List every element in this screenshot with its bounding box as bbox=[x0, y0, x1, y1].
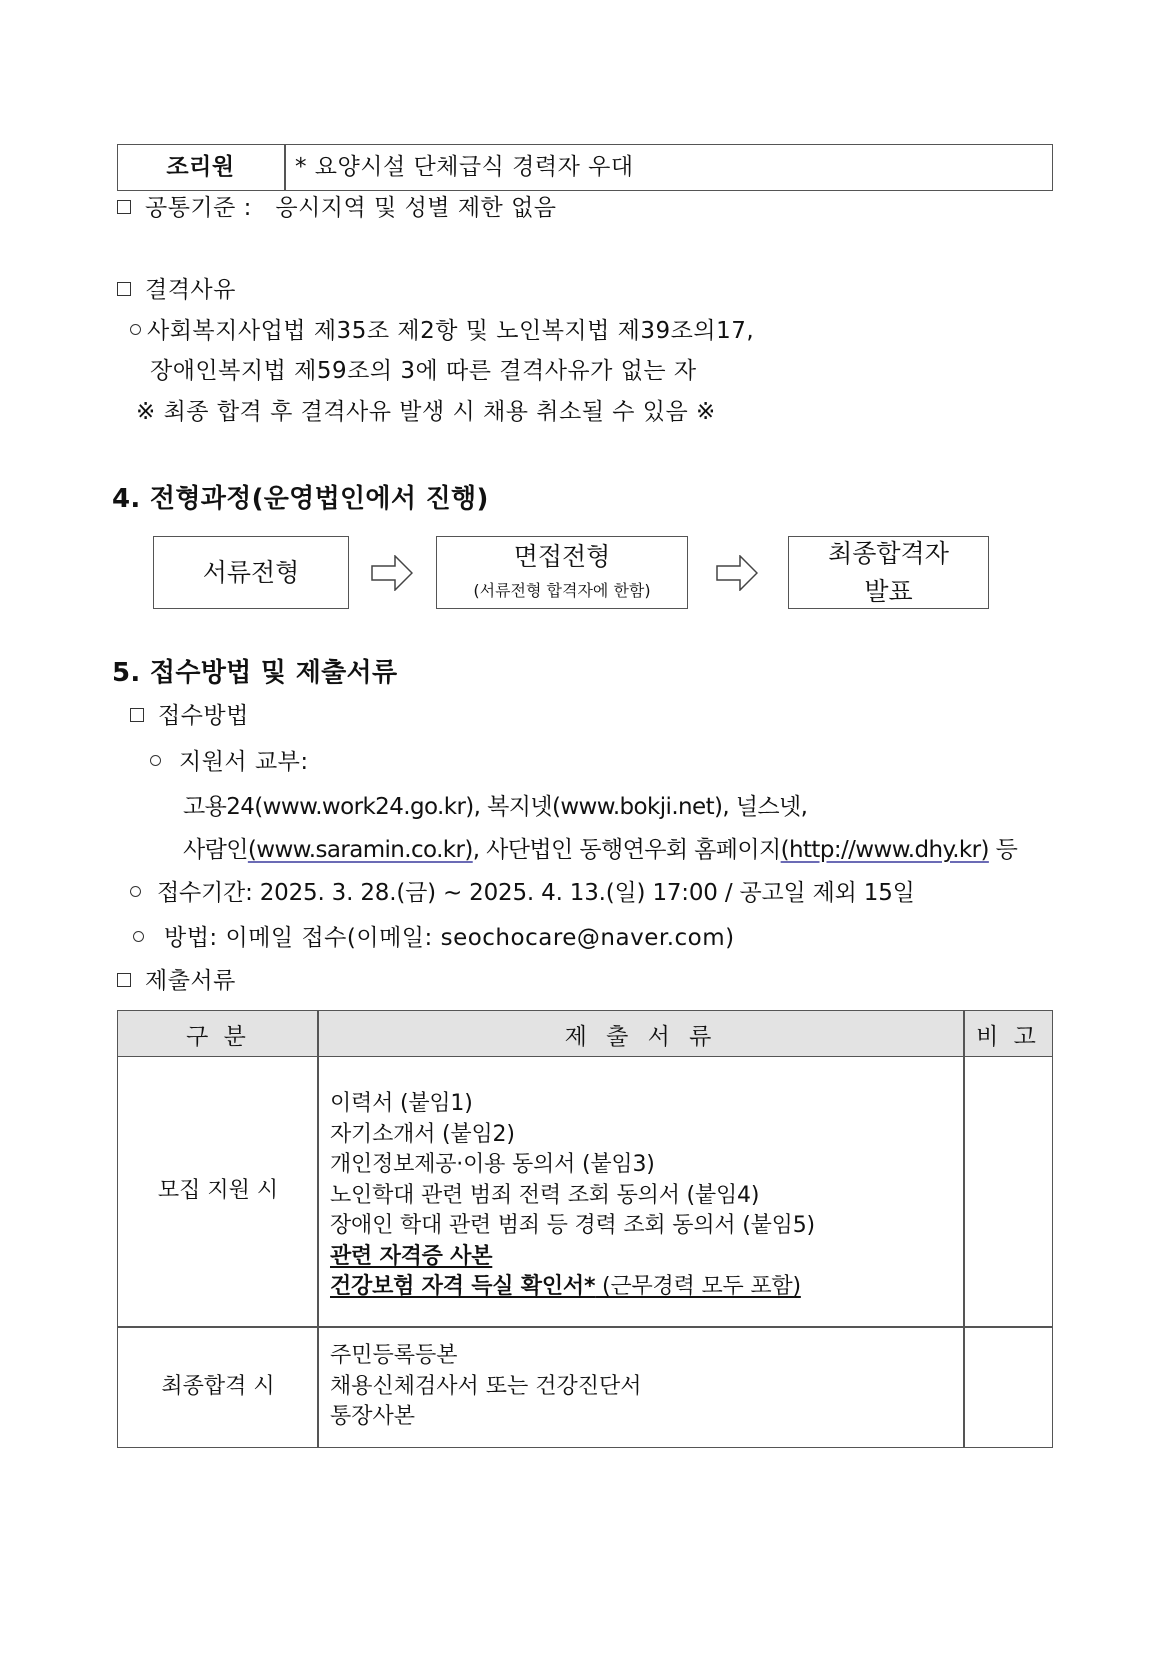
disqualification-line1 bbox=[130, 316, 754, 346]
section4-heading: 4. 전형과정(운영법인에서 진행) bbox=[112, 484, 489, 514]
step-title: 서류전형 bbox=[202, 558, 300, 587]
doc-item: 채용신체검사서 또는 건강진단서 bbox=[330, 1373, 642, 1399]
disqualification-note: ※ 최종 합격 후 결격사유 발생 시 채용 취소될 수 있음 ※ bbox=[136, 399, 716, 425]
circle-bullet-icon bbox=[133, 931, 144, 942]
header-category: 구 분 bbox=[186, 1024, 250, 1050]
row-divider bbox=[118, 1326, 1052, 1328]
common-criteria-value: 응시지역 및 성별 제한 없음 bbox=[275, 195, 557, 221]
step-document-screening bbox=[153, 536, 349, 609]
docs-title-text: 제출서류 bbox=[145, 968, 236, 994]
step-title: 면접전형 bbox=[513, 542, 611, 571]
disqualification-title-text: 결격사유 bbox=[145, 277, 236, 303]
application-period-text: 접수기간: 2025. 3. 28.(금) ~ 2025. 4. 13.(일) 17:00 / 공고일 제외 15일 bbox=[157, 880, 915, 906]
doc-item: 이력서 (붙임1) bbox=[330, 1091, 473, 1116]
col-divider bbox=[963, 1011, 965, 1447]
doc-item: 장애인 학대 관련 범죄 등 경력 조회 동의서 (붙임5) bbox=[330, 1213, 815, 1238]
checkbox-bullet-icon bbox=[130, 708, 144, 722]
doc-item: 노인학대 관련 범죄 전력 조회 동의서 (붙임4) bbox=[330, 1182, 760, 1208]
application-period bbox=[130, 878, 915, 908]
arrow-right-icon bbox=[371, 555, 413, 591]
row-documents bbox=[330, 1341, 642, 1433]
application-method-text: 방법: 이메일 접수(이메일: seochocare@naver.com) bbox=[164, 925, 735, 951]
saramin-label: 사람인 bbox=[183, 837, 248, 863]
disqualification-line1-text: 사회복지사업법 제35조 제2항 및 노인복지법 제39조의17, bbox=[147, 318, 755, 344]
doc-item-emphasis: 관련 자격증 사본 bbox=[330, 1243, 493, 1269]
row-category: 최종합격 시 bbox=[161, 1374, 275, 1399]
method-title bbox=[130, 701, 249, 731]
arrow-right-icon bbox=[716, 555, 758, 591]
doc-item: 개인정보제공·이용 동의서 (붙임3) bbox=[330, 1152, 655, 1177]
step-final-announcement bbox=[788, 536, 989, 609]
doc-item: 자기소개서 (붙임2) bbox=[330, 1121, 515, 1147]
header-documents: 제 출 서 류 bbox=[564, 1024, 718, 1050]
role-table-divider bbox=[284, 144, 286, 191]
role-name: 조리원 bbox=[166, 154, 235, 180]
header-remarks: 비 고 bbox=[976, 1024, 1040, 1050]
section5-heading: 5. 접수방법 및 제출서류 bbox=[112, 658, 398, 688]
step-interview bbox=[436, 536, 688, 609]
apply-label-text: 지원서 교부: bbox=[179, 749, 309, 775]
doc-item: 통장사본 bbox=[330, 1404, 416, 1429]
apply-sites-line2 bbox=[183, 835, 1017, 865]
apply-label bbox=[150, 747, 309, 777]
step-title: 최종합격자 bbox=[828, 539, 949, 568]
checkbox-bullet-icon bbox=[117, 973, 131, 987]
docs-table-header bbox=[118, 1011, 1052, 1057]
application-method bbox=[133, 923, 735, 953]
row-documents bbox=[330, 1089, 815, 1303]
disqualification-title bbox=[117, 275, 236, 305]
docs-table bbox=[117, 1010, 1053, 1448]
step-subtitle: 발표 bbox=[864, 577, 913, 606]
doc-item-note: (근무경력 모두 포함) bbox=[595, 1274, 801, 1299]
row-category: 모집 지원 시 bbox=[157, 1178, 279, 1203]
apply-sites-line1: 고용24(www.work24.go.kr), 복지넷(www.bokji.net), 널스넷, bbox=[183, 794, 808, 820]
doc-item: 주민등록등본 bbox=[330, 1343, 458, 1368]
common-criteria-label: 공통기준 : bbox=[145, 195, 252, 221]
common-criteria bbox=[117, 193, 557, 223]
checkbox-bullet-icon bbox=[117, 200, 131, 214]
disqualification-line2: 장애인복지법 제59조의 3에 따른 결격사유가 없는 자 bbox=[150, 358, 697, 384]
method-title-text: 접수방법 bbox=[158, 703, 249, 729]
step-subtitle: (서류전형 합격자에 한함) bbox=[473, 581, 651, 600]
checkbox-bullet-icon bbox=[117, 282, 131, 296]
doc-item-emphasis bbox=[330, 1272, 815, 1303]
doc-item-bold: 건강보험 자격 득실 확인서* bbox=[330, 1274, 596, 1299]
circle-bullet-icon bbox=[150, 755, 161, 766]
etc-label: 등 bbox=[988, 837, 1018, 863]
circle-bullet-icon bbox=[130, 886, 141, 897]
role-note: * 요양시설 단체급식 경력자 우대 bbox=[295, 154, 634, 180]
dhy-link[interactable]: (http://www.dhy.kr) bbox=[780, 837, 989, 863]
docs-title bbox=[117, 966, 236, 996]
saramin-link[interactable]: (www.saramin.co.kr) bbox=[247, 837, 473, 863]
circle-bullet-icon bbox=[130, 324, 141, 335]
dhy-label: , 사단법인 동행연우회 홈페이지 bbox=[472, 837, 781, 863]
